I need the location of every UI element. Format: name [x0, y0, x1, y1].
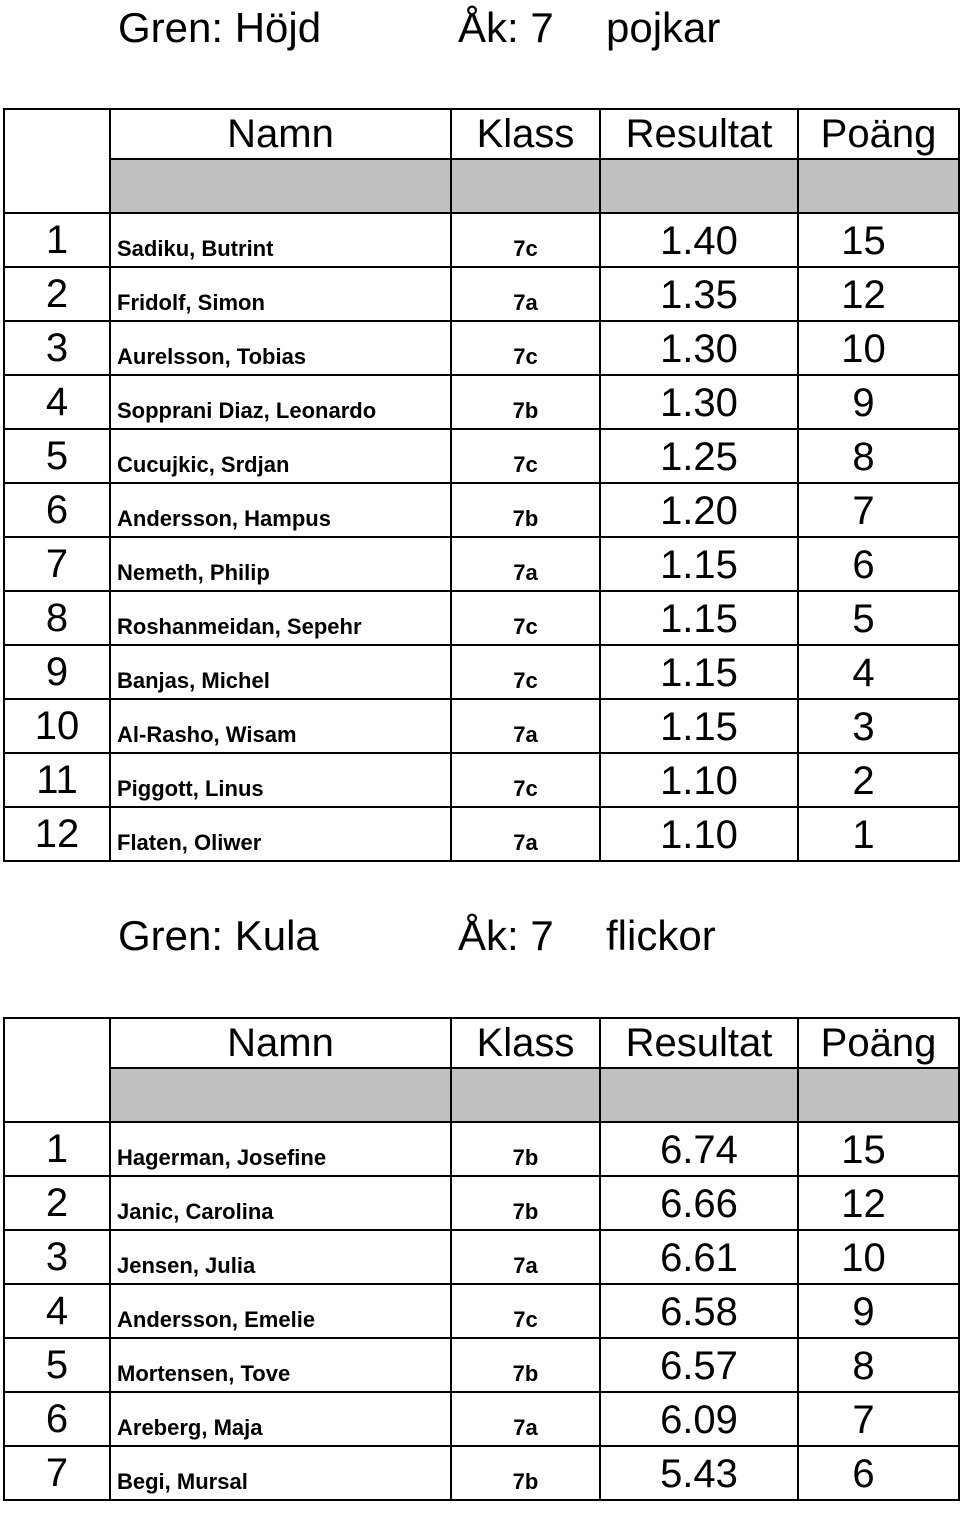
result-cell: 6.58	[600, 1284, 798, 1338]
header-shade-row	[4, 159, 959, 213]
points-cell: 10	[798, 321, 959, 375]
points-cell: 7	[798, 1392, 959, 1446]
name-cell: Fridolf, Simon	[110, 267, 451, 321]
points-cell: 6	[798, 537, 959, 591]
table-row	[4, 321, 959, 375]
result-cell: 1.35	[600, 267, 798, 321]
result-cell: 6.74	[600, 1122, 798, 1176]
header-poang: Poäng	[798, 1018, 959, 1068]
klass-cell: 7a	[451, 699, 600, 753]
klass-cell: 7a	[451, 537, 600, 591]
results-body	[4, 1122, 959, 1500]
points-cell: 12	[798, 1176, 959, 1230]
header-blank-cell	[4, 109, 110, 159]
klass-cell: 7b	[451, 375, 600, 429]
klass-cell: 7a	[451, 807, 600, 861]
header-namn: Namn	[110, 1018, 451, 1068]
name-cell: Areberg, Maja	[110, 1392, 451, 1446]
name-cell: Nemeth, Philip	[110, 537, 451, 591]
points-cell: 1	[798, 807, 959, 861]
name-cell: Flaten, Oliwer	[110, 807, 451, 861]
klass-cell: 7c	[451, 321, 600, 375]
result-cell: 6.09	[600, 1392, 798, 1446]
points-cell: 15	[798, 213, 959, 267]
group-label: flickor	[606, 912, 716, 959]
klass-cell: 7b	[451, 1176, 600, 1230]
result-cell: 1.15	[600, 591, 798, 645]
klass-cell: 7c	[451, 429, 600, 483]
rank-cell: 3	[4, 1230, 110, 1284]
result-cell: 1.30	[600, 375, 798, 429]
result-cell: 6.57	[600, 1338, 798, 1392]
rank-cell: 4	[4, 375, 110, 429]
points-cell: 9	[798, 1284, 959, 1338]
name-cell: Andersson, Emelie	[110, 1284, 451, 1338]
name-cell: Andersson, Hampus	[110, 483, 451, 537]
points-cell: 2	[798, 753, 959, 807]
result-cell: 1.40	[600, 213, 798, 267]
table-row	[4, 537, 959, 591]
table-row	[4, 1230, 959, 1284]
points-cell: 8	[798, 1338, 959, 1392]
table-row	[4, 699, 959, 753]
header-poang: Poäng	[798, 109, 959, 159]
result-cell: 1.10	[600, 807, 798, 861]
name-cell: Janic, Carolina	[110, 1176, 451, 1230]
rank-cell: 7	[4, 1446, 110, 1500]
points-cell: 6	[798, 1446, 959, 1500]
results-table-kula	[3, 1017, 960, 1501]
rank-cell: 5	[4, 1338, 110, 1392]
header-klass: Klass	[451, 109, 600, 159]
klass-cell: 7c	[451, 645, 600, 699]
klass-cell: 7a	[451, 1392, 600, 1446]
rank-cell: 6	[4, 483, 110, 537]
name-cell: Roshanmeidan, Sepehr	[110, 591, 451, 645]
results-table-hojd	[3, 108, 960, 862]
grade-label: Åk: 7	[458, 4, 554, 51]
table-row	[4, 1392, 959, 1446]
section-title-2	[0, 910, 960, 970]
rank-cell: 2	[4, 267, 110, 321]
points-cell: 7	[798, 483, 959, 537]
rank-cell: 7	[4, 537, 110, 591]
name-cell: Piggott, Linus	[110, 753, 451, 807]
rank-cell: 10	[4, 699, 110, 753]
rank-cell: 9	[4, 645, 110, 699]
header-shade-row	[4, 1068, 959, 1122]
table-row	[4, 1176, 959, 1230]
klass-cell: 7c	[451, 753, 600, 807]
points-cell: 9	[798, 375, 959, 429]
table-row	[4, 1122, 959, 1176]
klass-cell: 7a	[451, 267, 600, 321]
header-resultat: Resultat	[600, 1018, 798, 1068]
table-header-row	[4, 1018, 959, 1068]
result-cell: 5.43	[600, 1446, 798, 1500]
name-cell: Sadiku, Butrint	[110, 213, 451, 267]
name-cell: Al-Rasho, Wisam	[110, 699, 451, 753]
name-cell: Mortensen, Tove	[110, 1338, 451, 1392]
result-cell: 6.61	[600, 1230, 798, 1284]
points-cell: 8	[798, 429, 959, 483]
event-label: Gren: Höjd	[118, 4, 322, 51]
name-cell: Cucujkic, Srdjan	[110, 429, 451, 483]
name-cell: Begi, Mursal	[110, 1446, 451, 1500]
header-resultat: Resultat	[600, 109, 798, 159]
points-cell: 10	[798, 1230, 959, 1284]
result-cell: 1.20	[600, 483, 798, 537]
table-row	[4, 753, 959, 807]
result-cell: 1.15	[600, 645, 798, 699]
points-cell: 3	[798, 699, 959, 753]
table-row	[4, 807, 959, 861]
table-row	[4, 267, 959, 321]
rank-cell: 12	[4, 807, 110, 861]
result-cell: 1.10	[600, 753, 798, 807]
name-cell: Sopprani Diaz, Leonardo	[110, 375, 451, 429]
klass-cell: 7c	[451, 591, 600, 645]
table-row	[4, 213, 959, 267]
table-row	[4, 645, 959, 699]
header-blank-cell	[4, 1018, 110, 1068]
table-header-row	[4, 109, 959, 159]
rank-cell: 4	[4, 1284, 110, 1338]
rank-cell: 1	[4, 1122, 110, 1176]
name-cell: Banjas, Michel	[110, 645, 451, 699]
result-cell: 1.30	[600, 321, 798, 375]
table-row	[4, 1338, 959, 1392]
rank-cell: 5	[4, 429, 110, 483]
table-row	[4, 1446, 959, 1500]
table-row	[4, 591, 959, 645]
name-cell: Aurelsson, Tobias	[110, 321, 451, 375]
rank-cell: 8	[4, 591, 110, 645]
event-label: Gren: Kula	[118, 912, 319, 959]
points-cell: 4	[798, 645, 959, 699]
table-row	[4, 429, 959, 483]
klass-cell: 7b	[451, 483, 600, 537]
table-row	[4, 1284, 959, 1338]
rank-cell: 3	[4, 321, 110, 375]
klass-cell: 7b	[451, 1122, 600, 1176]
header-namn: Namn	[110, 109, 451, 159]
rank-cell: 2	[4, 1176, 110, 1230]
rank-cell: 6	[4, 1392, 110, 1446]
klass-cell: 7c	[451, 213, 600, 267]
group-label: pojkar	[606, 4, 721, 51]
table-row	[4, 375, 959, 429]
points-cell: 15	[798, 1122, 959, 1176]
results-body	[4, 213, 959, 861]
points-cell: 12	[798, 267, 959, 321]
rank-cell: 11	[4, 753, 110, 807]
table-row	[4, 483, 959, 537]
section-title-1	[0, 2, 960, 62]
grade-label: Åk: 7	[458, 912, 554, 959]
klass-cell: 7a	[451, 1230, 600, 1284]
name-cell: Hagerman, Josefine	[110, 1122, 451, 1176]
klass-cell: 7c	[451, 1284, 600, 1338]
header-klass: Klass	[451, 1018, 600, 1068]
result-cell: 6.66	[600, 1176, 798, 1230]
result-cell: 1.15	[600, 699, 798, 753]
klass-cell: 7b	[451, 1338, 600, 1392]
result-cell: 1.15	[600, 537, 798, 591]
klass-cell: 7b	[451, 1446, 600, 1500]
points-cell: 5	[798, 591, 959, 645]
rank-cell: 1	[4, 213, 110, 267]
result-cell: 1.25	[600, 429, 798, 483]
name-cell: Jensen, Julia	[110, 1230, 451, 1284]
